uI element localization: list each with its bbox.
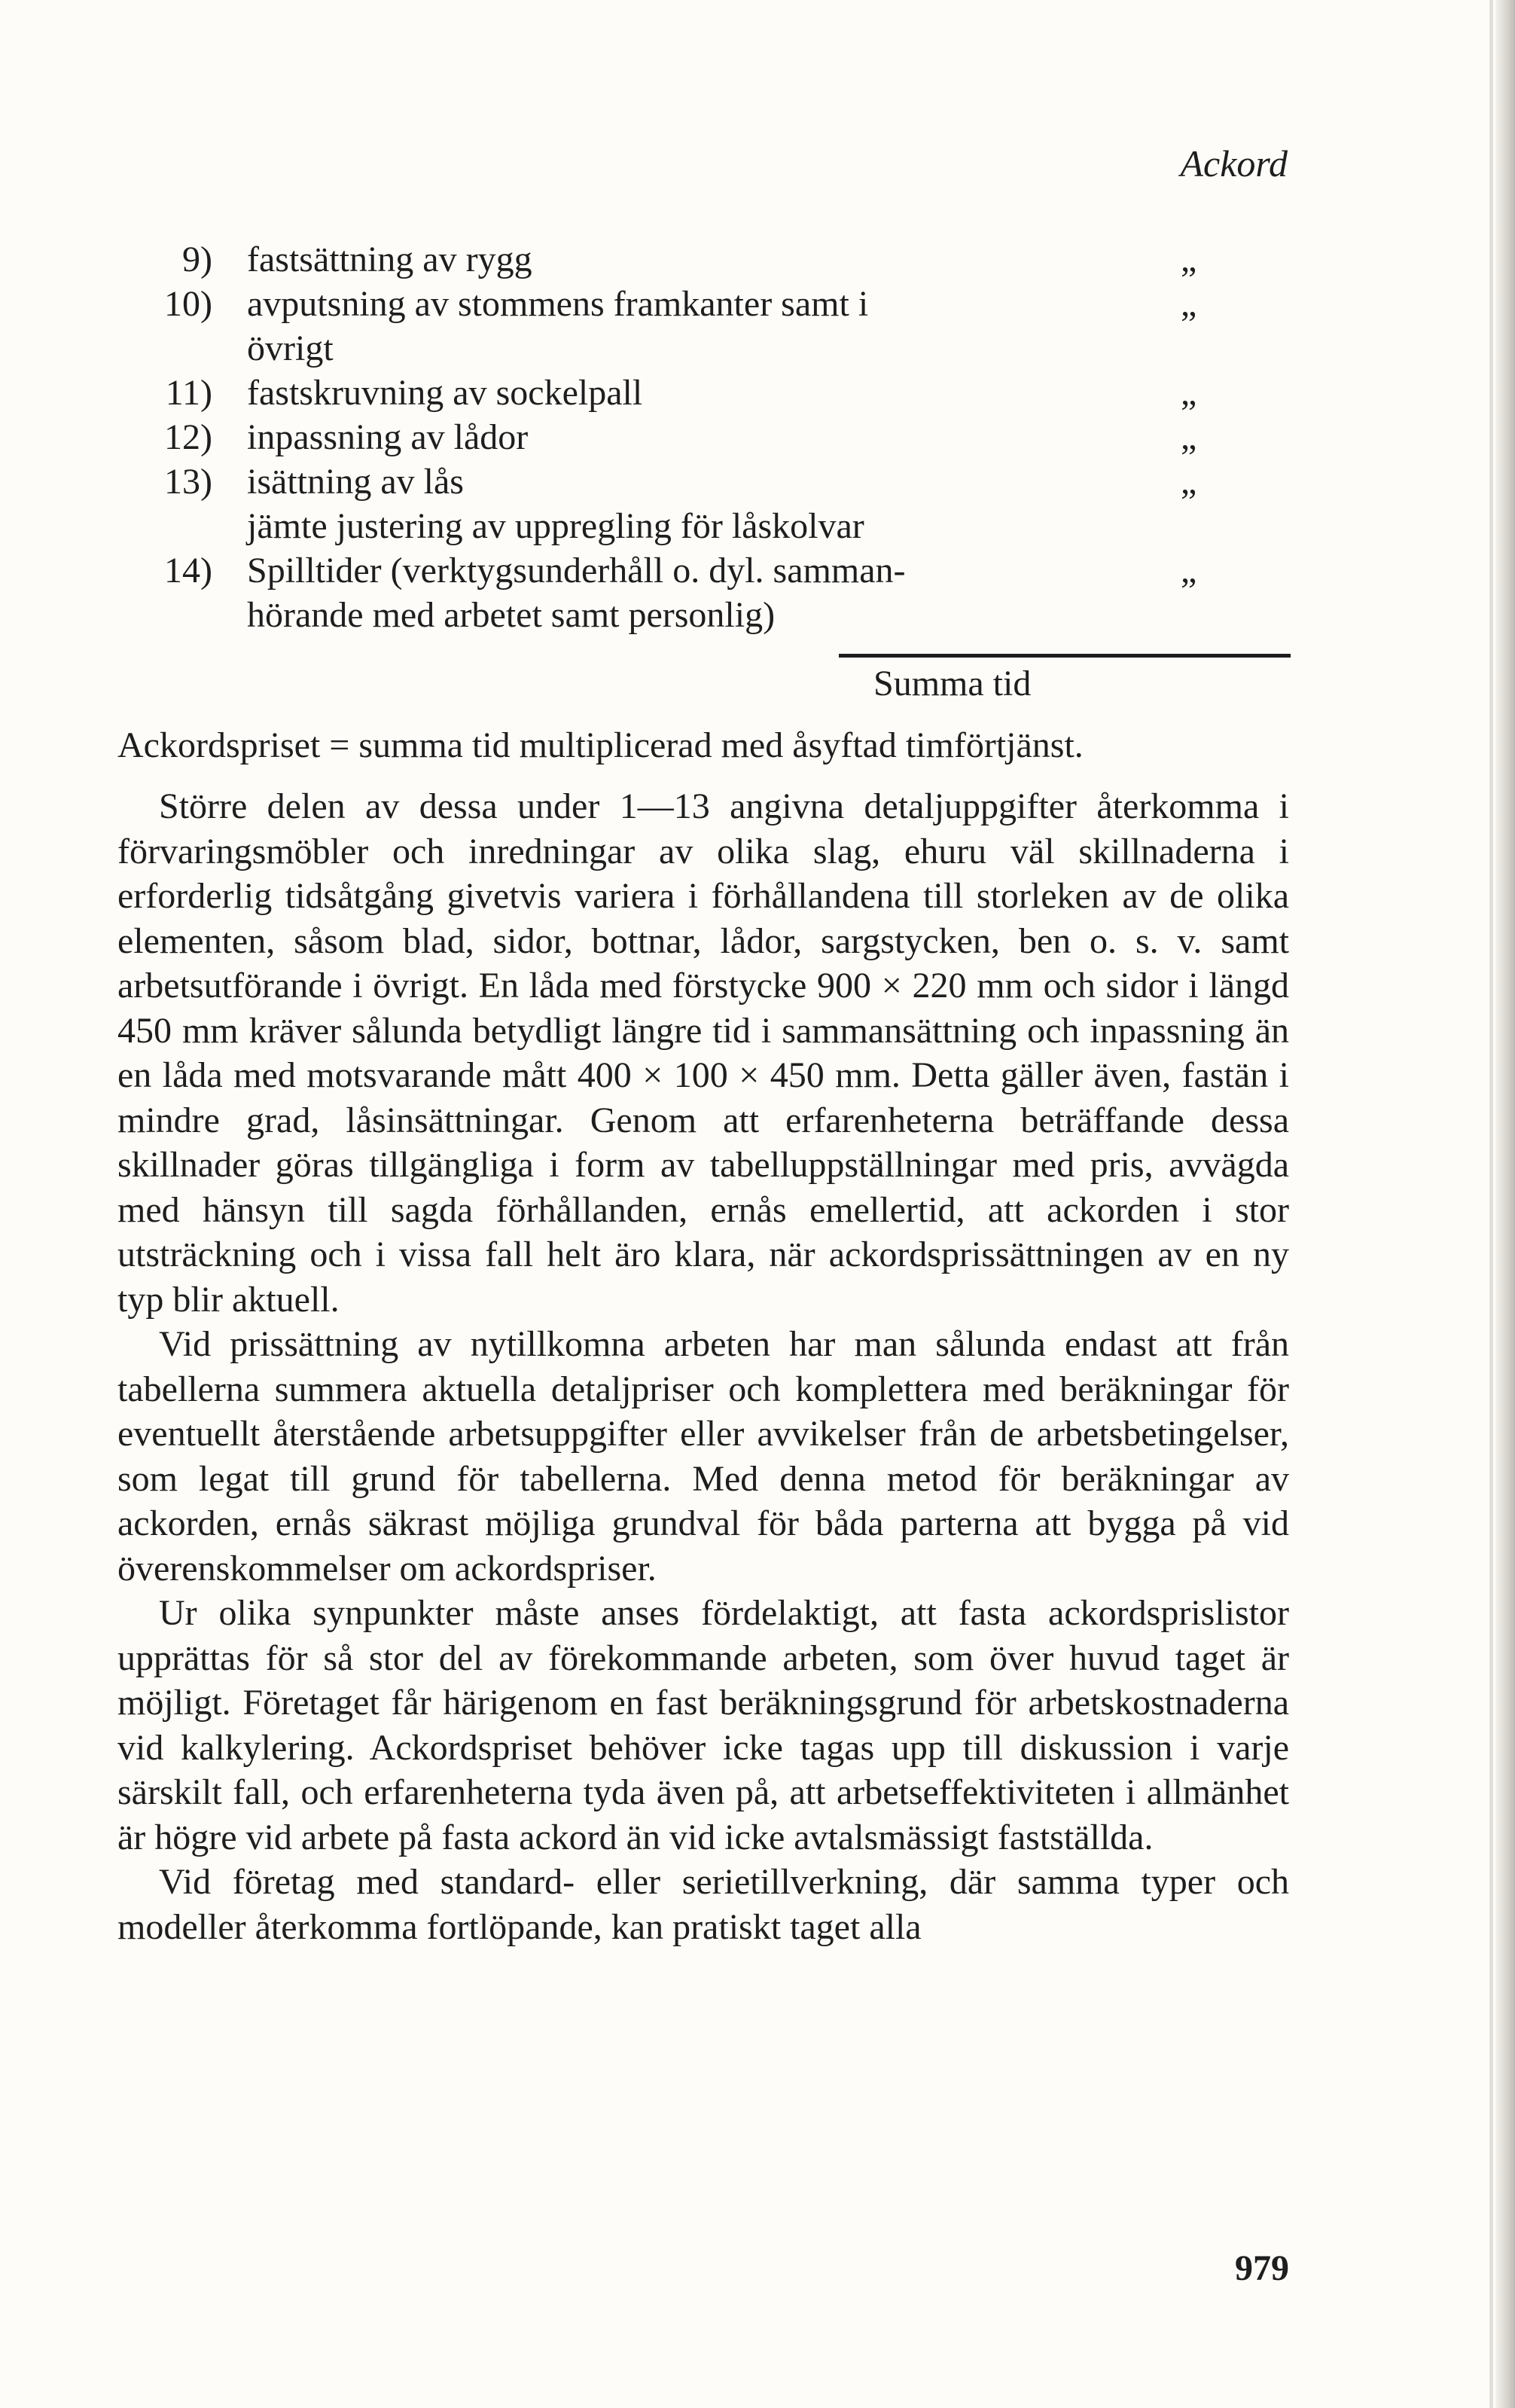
- list-item: [113, 282, 1273, 371]
- running-head: Ackord: [1180, 142, 1288, 185]
- list-item: [113, 415, 1273, 459]
- item-number: 9): [182, 240, 212, 279]
- ditto-mark: „: [1181, 240, 1197, 279]
- item-text: avputsning av stommens framkanter samt i övrigt: [247, 284, 869, 368]
- task-list: [113, 237, 1273, 637]
- item-number: 12): [164, 417, 212, 457]
- paragraph: Vid prissättning av nytillkomna arbeten har man sålunda endast att från tabellerna summera aktuella detaljpriser och komplettera med beräkningar för eventuellt återstående arbetsuppgifter eller avvikelser från de arbetsbetingelser, som legat till grund för tabellerna. Med denna metod för beräkningar av ackorden, ernås säkrast möjliga grundval för båda parterna att bygga på vid överenskommelser om ackordspriser.: [117, 1324, 1289, 1589]
- item-text: Spilltider (verktygsunderhåll o. dyl. samman- hörande med arbetet samt personlig): [247, 551, 906, 635]
- ditto-mark: „: [1181, 284, 1197, 324]
- list-item: [113, 237, 1273, 282]
- ditto-mark: „: [1181, 373, 1197, 413]
- paragraph: Ur olika synpunkter måste anses fördelaktigt, att fasta ackordsprislistor upprättas för så stor del av förekommande arbeten, som över huvud taget är möjligt. Företaget får härigenom en fast beräkningsgrund för arbetskostnaderna vid kalkylering. Ackordspriset behöver icke tagas upp till diskussion i varje särskilt fall, och erfarenheterna tyda även på, att arbetseffektiviteten i allmänhet är högre vid arbete på fasta ackord än vid icke avtalsmässigt fastställda.: [117, 1593, 1289, 1857]
- item-text: fastskruvning av sockelpall: [247, 373, 643, 413]
- summa-tid: Summa tid: [873, 664, 1032, 703]
- item-number: 10): [164, 284, 212, 324]
- list-item: [113, 548, 1273, 637]
- item-text: fastsättning av rygg: [247, 240, 532, 279]
- page-edge-line: [1489, 0, 1493, 2408]
- paragraph: Större delen av dessa under 1—13 angivna detaljuppgifter återkomma i förvaringsmöbler och inredningar av olika slag, ehuru väl skillnaderna i erforderlig tidsåtgång givetvis variera i förhållandena till storleken av de olika elementen, såsom blad, sidor, bottnar, lådor, sargstycken, ben o. s. v. samt arbetsutförande i övrigt. En låda med förstycke 900 × 220 mm och sidor i längd 450 mm kräver sålunda betydligt längre tid i sammansättning och inpassning än en låda med motsvarande mått 400 × 100 × 450 mm. Detta gäller även, fastän i mindre grad, låsinsättningar. Genom att erfarenheterna beträffande dessa skillnader göras tillgängliga i form av tabelluppställningar med pris, avvägda med hänsyn till sagda förhållanden, ernås emellertid, att ackorden i stor utsträckning och i vissa fall helt äro klara, när ackordsprissättningen av en ny typ blir aktuell.: [117, 786, 1289, 1320]
- item-text: isättning av lås jämte justering av uppregling för låskolvar: [247, 462, 864, 546]
- page-edge-shadow: [1495, 0, 1515, 2408]
- paragraph: Vid företag med standard- eller serietillverkning, där samma typer och modeller återkomma fortlöpande, kan pratiskt taget alla: [117, 1862, 1289, 1947]
- page-number: 979: [1235, 2248, 1289, 2288]
- item-number: 14): [164, 551, 212, 591]
- item-number: 13): [164, 462, 212, 502]
- item-text: inpassning av lådor: [247, 417, 529, 457]
- item-number: 11): [165, 373, 212, 413]
- ditto-mark: „: [1181, 551, 1197, 591]
- ditto-mark: „: [1181, 417, 1197, 457]
- ditto-mark: „: [1181, 462, 1197, 502]
- price-formula: Ackordspriset = summa tid multiplicerad med åsyftad timförtjänst.: [117, 725, 1084, 765]
- list-item: [113, 371, 1273, 415]
- list-item: [113, 459, 1273, 548]
- body-text: [117, 784, 1289, 1949]
